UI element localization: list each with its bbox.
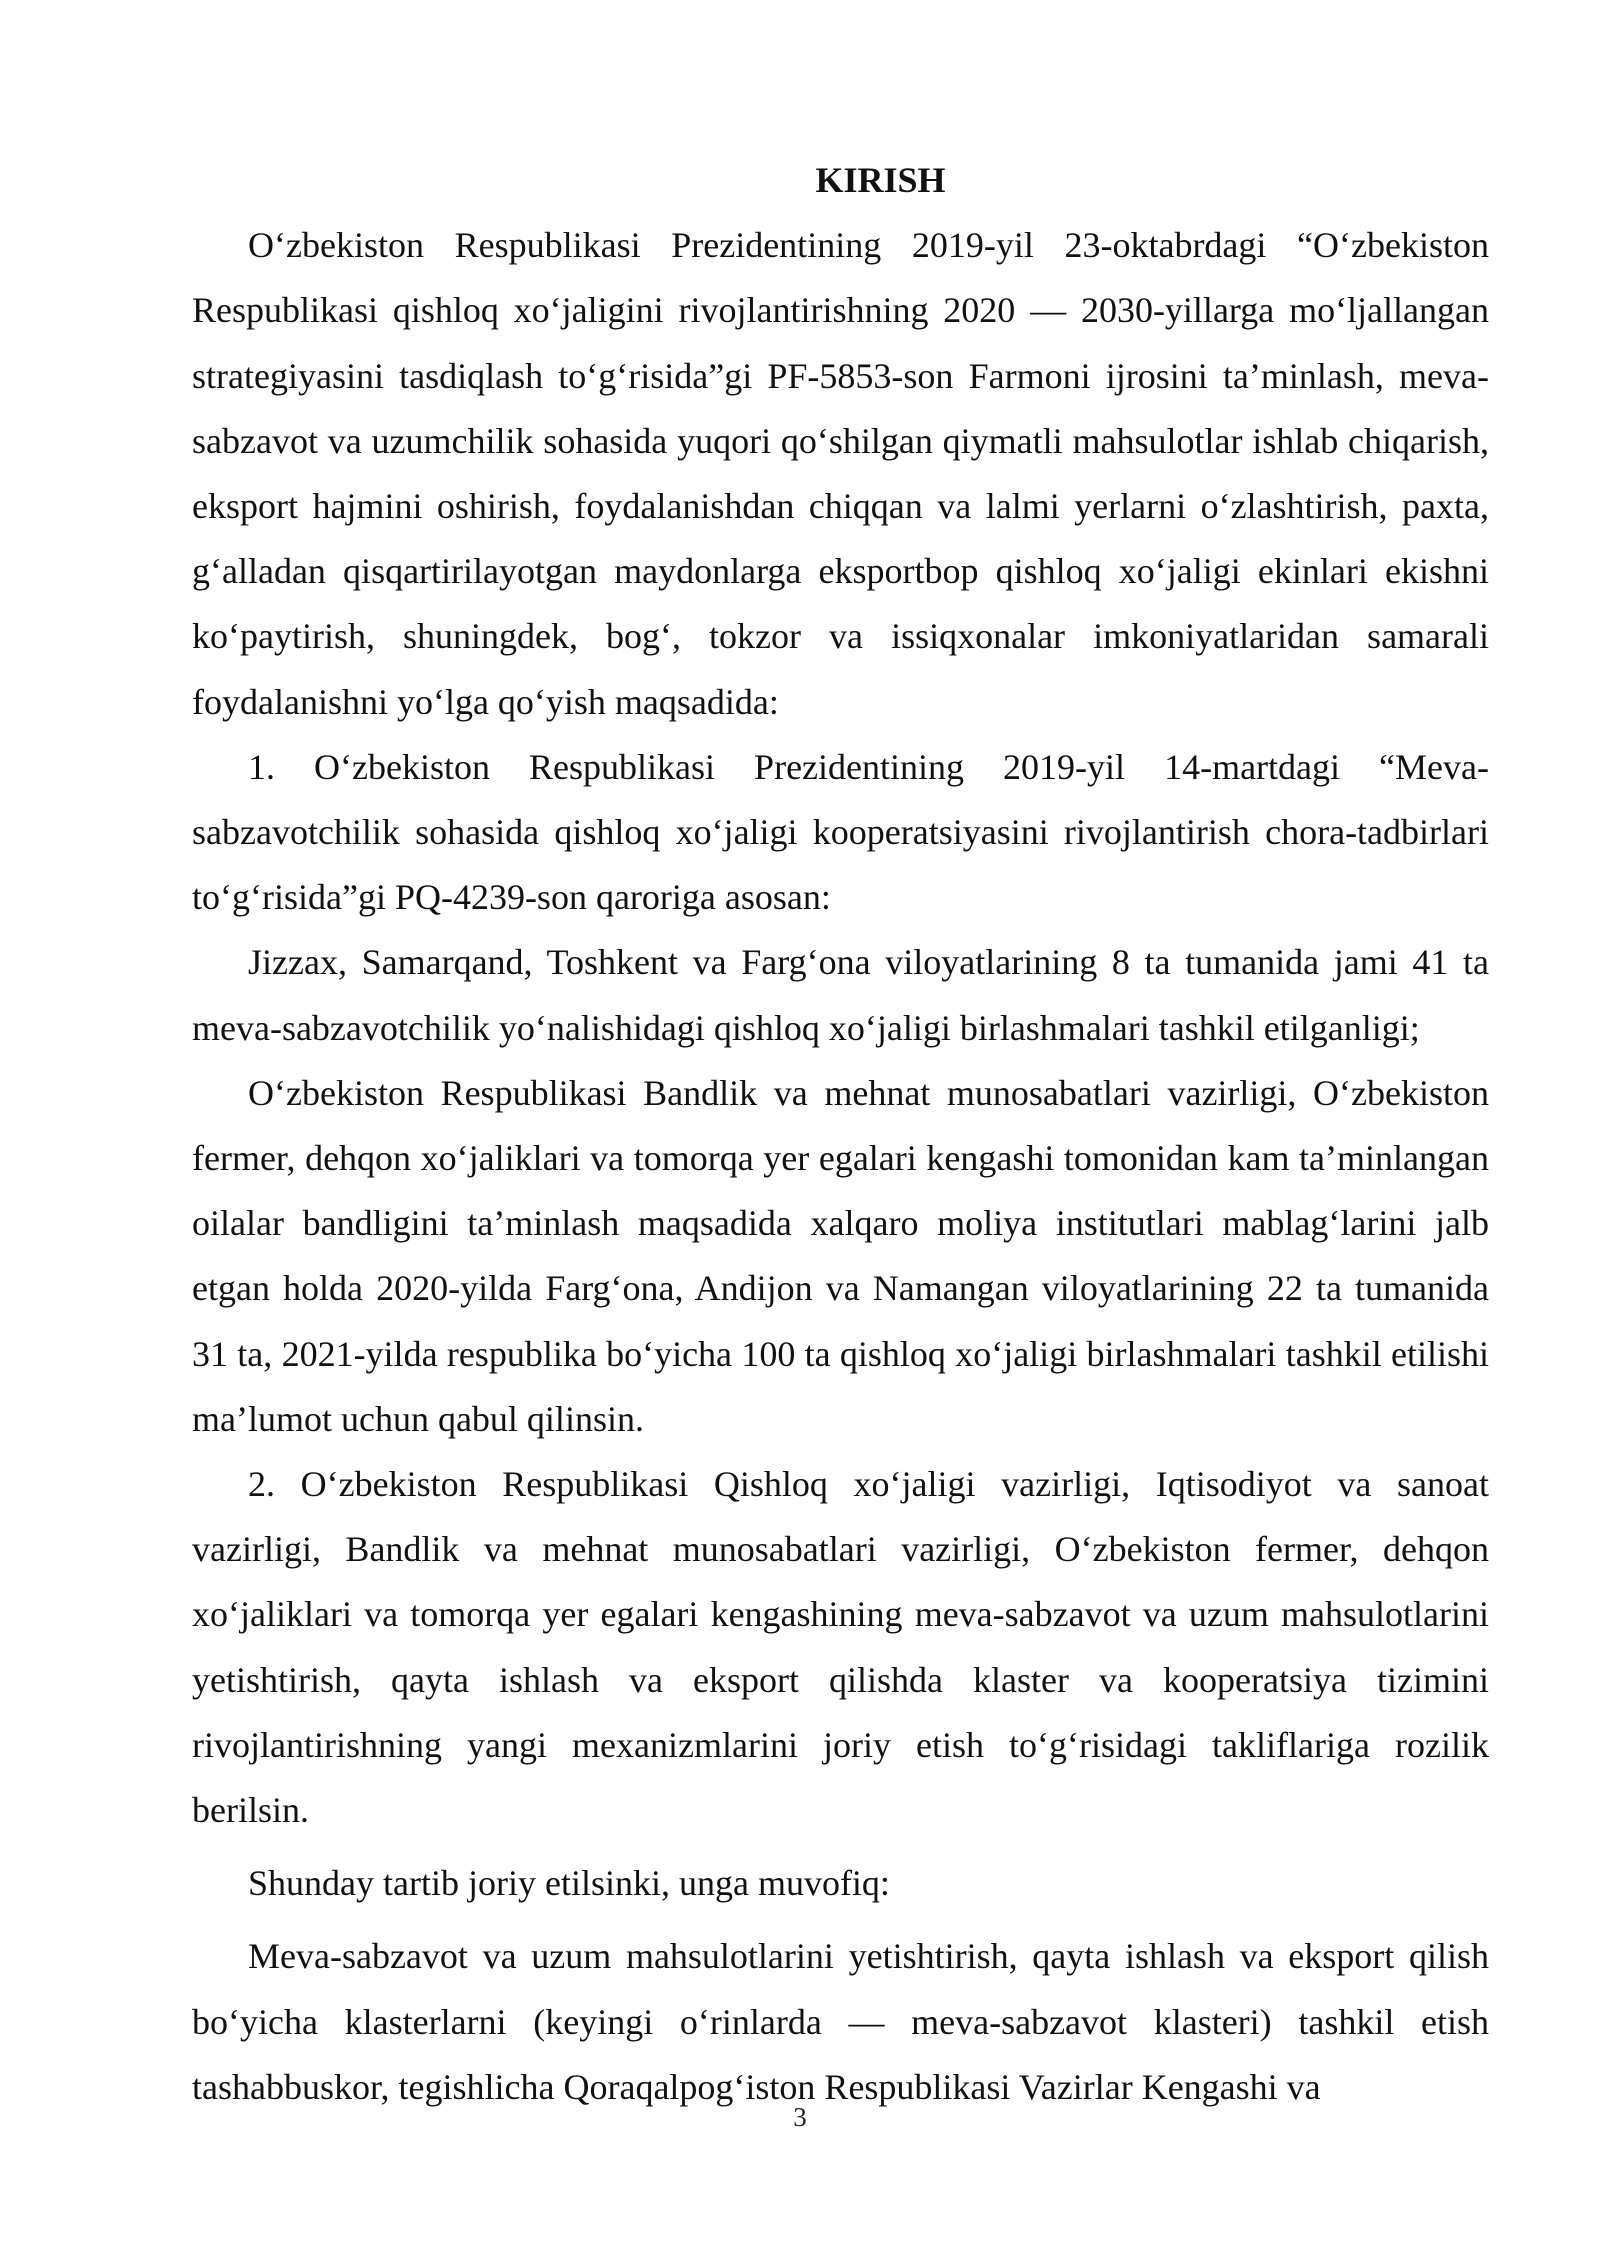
paragraph-item-1: 1. O‘zbekiston Respublikasi Prezidentining 2019-yil 14-martdagi “Meva-sabzavotchilik sohasida qishloq xo‘jaligi kooperatsiyasini rivojlantirish chora-tadbirlari to‘g‘risida”gi PQ-4239-son qaroriga asosan:	[192, 746, 1489, 918]
paragraph-klaster: Meva-sabzavot va uzum mahsulotlarini yetishtirish, qayta ishlash va eksport qilish bo‘yicha klasterlarni (keyingi o‘rinlarda — meva-sabzavot klasteri) tashkil etish tashabbuskor, tegishlicha Qoraqalpog‘iston Respublikasi Vazirlar Kengashi va	[192, 1936, 1489, 2107]
page-number: 3	[793, 2102, 807, 2132]
paragraph-bandlik: O‘zbekiston Respublikasi Bandlik va mehnat munosabatlari vazirligi, O‘zbekiston fermer, dehqon xo‘jaliklari va tomorqa yer egalari kengashi tomonidan kam ta’minlangan oilalar bandligini ta’minlash maqsadida xalqaro moliya institutlari mablag‘larini jalb etgan holda 2020-yilda Farg‘ona, Andijon va Namangan viloyatlarining 22 ta tumanida 31 ta, 2021-yilda respublika bo‘yicha 100 ta qishloq xo‘jaligi birlashmalari tashkil etilishi ma’lumot uchun qabul qilinsin.	[192, 1072, 1489, 1439]
paragraph-jizzax: Jizzax, Samarqand, Toshkent va Farg‘ona viloyatlarining 8 ta tumanida jami 41 ta meva-sabzavotchilik yo‘nalishidagi qishloq xo‘jaligi birlashmalari tashkil etilganligi;	[192, 942, 1489, 1048]
paragraph-tartib: Shunday tartib joriy etilsinki, unga muvofiq:	[248, 1863, 890, 1904]
document-title: KIRISH	[815, 160, 946, 200]
paragraph-item-2: 2. O‘zbekiston Respublikasi Qishloq xo‘jaligi vazirligi, Iqtisodiyot va sanoat vazirligi, Bandlik va mehnat munosabatlari vazirligi, O‘zbekiston fermer, dehqon xo‘jaliklari va tomorqa yer egalari kengashining meva-sabzavot va uzum mahsulotlarini yetishtirish, qayta ishlash va eksport qilishda klaster va kooperatsiya tizimini rivojlantirishning yangi mexanizmlarini joriy etish to‘g‘risidagi takliflariga rozilik berilsin.	[192, 1464, 1489, 1831]
document-body	[192, 148, 1489, 2120]
paragraph-intro: O‘zbekiston Respublikasi Prezidentining 2019-yil 23-oktabrdagi “O‘zbekiston Respublikasi qishloq xo‘jaligini rivojlantirishning 2020 — 2030-yillarga mo‘ljallangan strategiyasini tasdiqlash to‘g‘risida”gi PF-5853-son Farmoni ijrosini ta’minlash, meva-sabzavot va uzumchilik sohasida yuqori qo‘shilgan qiymatli mahsulotlar ishlab chiqarish, eksport hajmini oshirish, foydalanishdan chiqqan va lalmi yerlarni o‘zlashtirish, paxta, g‘alladan qisqartirilayotgan maydonlarga eksportbop qishloq xo‘jaligi ekinlari ekishni ko‘paytirish, shuningdek, bog‘, tokzor va issiqxonalar imkoniyatlaridan samarali foydalanishni yo‘lga qo‘yish maqsadida:	[192, 225, 1489, 722]
